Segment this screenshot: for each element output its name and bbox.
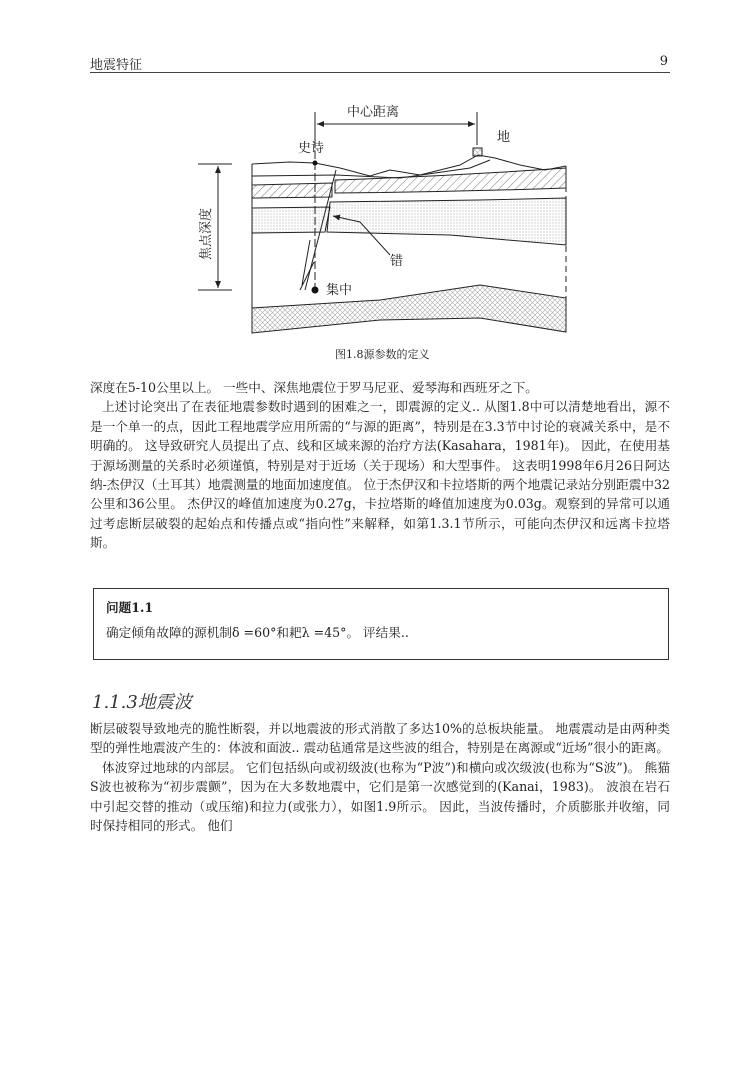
problem-text: 确定倾角故障的源机制δ =60°和耙λ =45°。 评结果.. xyxy=(106,625,409,640)
text-paragraph: 体波穿过地球的内部层。 它们包括纵向或初级波(也称为“P波”)和横向或次级波(也称为“S波”)。 熊猫S波也被称为“初步震颤”，因为在大多数地震中，它们是第一次感觉到的(Kanai，1983)。 波浪在岩石中引起交替的推动（或压缩)和拉力(或张力），如图1.9所示。 因此，当波传播时，介质膨胀并收缩，同时保持相同的形式。 他们 xyxy=(90,759,670,834)
focus-marker xyxy=(312,287,319,294)
problem-box xyxy=(93,588,669,660)
label-epicentral-distance: 中心距离 xyxy=(347,105,400,120)
text-paragraph: 上述讨论突出了在表征地震参数时遇到的困难之一，即震源的定义.. 从图1.8中可以清楚地看出，源不是一个单一的点，因此工程地震学应用所需的“与源的距离”，特别是在3.3节中讨论的衰减关系中，是不明确的。 这导致研究人员提出了点、线和区域来源的治疗方法(Kasahara，1981年)。 因此，在使用基于源场测量的关系时必须谨慎，特别是对于近场（关于现场）和大型事件。 这表明1998年6月26日阿达纳-杰伊汉（土耳其）地震测量的地面加速度值。 位于杰伊汉和卡拉塔斯的两个地震记录站分别距震中32公里和36公里。 杰伊汉的峰值加速度为0.27g，卡拉塔斯的峰值加速度为0.03g。观察到的异常可以通过考虑断层破裂的起始点和传播点或“指向性”来解释，如第1.3.1节所示，可能向杰伊汉和远离卡拉塔斯。 xyxy=(90,399,670,551)
section-heading: 1.1.3地震波 xyxy=(92,692,192,713)
paragraph-source-definition xyxy=(90,378,670,553)
page-number: 9 xyxy=(659,54,668,69)
label-focal-depth: 焦点深度 xyxy=(199,207,214,260)
label-epicenter: 史诗 xyxy=(298,141,325,156)
paragraph-seismic-waves xyxy=(90,719,670,835)
chapter-title: 地震特征 xyxy=(90,58,143,73)
label-fault: 错 xyxy=(390,254,404,269)
geologic-layers xyxy=(252,140,566,333)
figure-source-parameters xyxy=(0,0,741,370)
label-focus: 集中 xyxy=(326,283,353,298)
label-site: 地 xyxy=(497,130,511,145)
site-marker xyxy=(473,148,482,156)
epicenter-marker xyxy=(313,161,318,166)
text-paragraph: 断层破裂导致地壳的脆性断裂，并以地震波的形式消散了多达10%的总板块能量。 地震震动是由两种类型的弹性地震波产生的：体波和面波.. 震动毡通常是这些波的组合，特别是在离源或“近场”很小的距离。 xyxy=(90,721,670,756)
figure-caption: 图1.8源参数的定义 xyxy=(335,348,430,361)
text-line: 深度在5-10公里以上。 一些中、深焦地震位于罗马尼亚、爱琴海和西班牙之下。 xyxy=(90,380,538,395)
problem-title: 问题1.1 xyxy=(106,600,154,615)
